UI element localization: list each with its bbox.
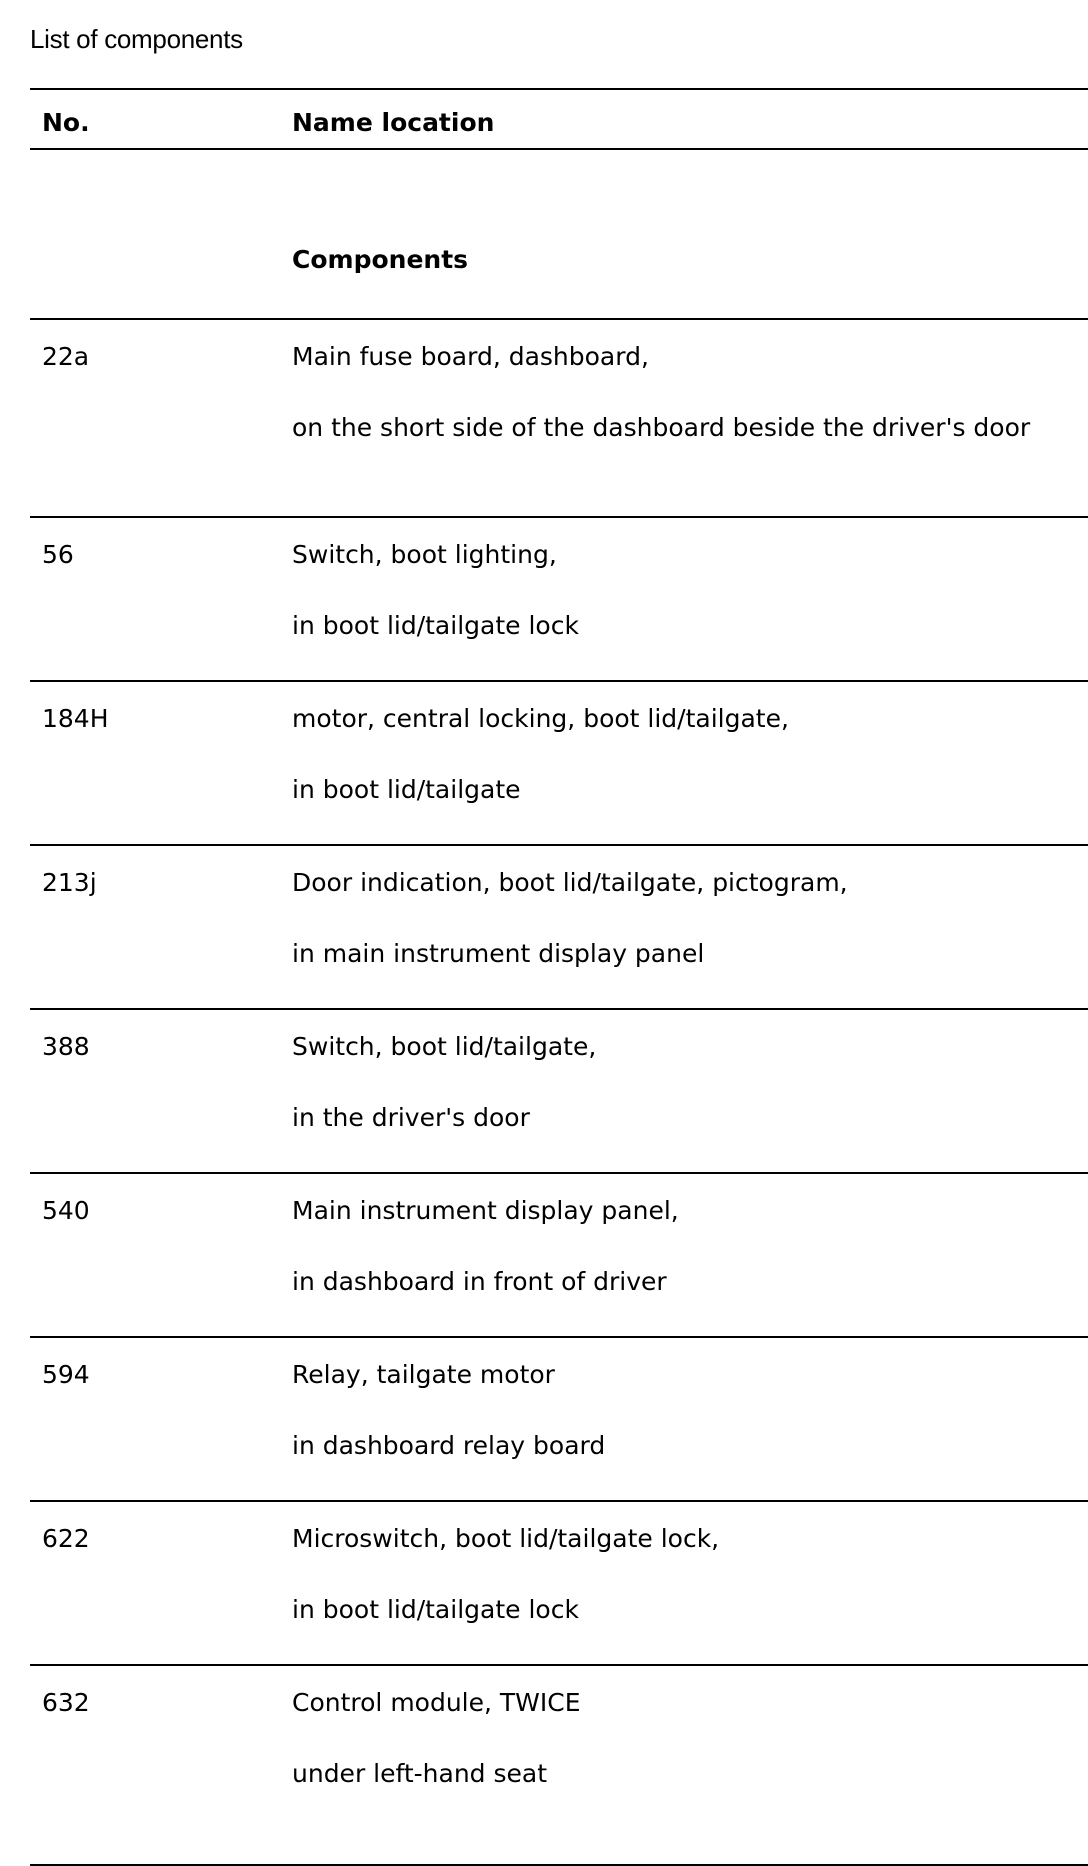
component-name: Main instrument display panel, <box>292 1196 679 1225</box>
component-number: 184H <box>42 704 109 733</box>
component-name: Switch, boot lid/tailgate, <box>292 1032 597 1061</box>
component-location: in the driver's door <box>292 1103 530 1132</box>
component-number: 594 <box>42 1360 90 1389</box>
component-name: motor, central locking, boot lid/tailgate, <box>292 704 789 733</box>
table-row <box>30 1010 1088 1172</box>
header-name-location: Name location <box>292 108 495 137</box>
table-row <box>30 1502 1088 1664</box>
table-row <box>30 846 1088 1008</box>
page-title: List of components <box>30 24 243 54</box>
component-location: in main instrument display panel <box>292 939 705 968</box>
table-row <box>30 1338 1088 1500</box>
component-number: 22a <box>42 342 90 371</box>
component-name: Door indication, boot lid/tailgate, pictogram, <box>292 868 848 897</box>
component-name: Main fuse board, dashboard, <box>292 342 649 371</box>
component-location: in boot lid/tailgate lock <box>292 611 579 640</box>
section-title: Components <box>292 245 469 274</box>
header-no: No. <box>42 108 90 137</box>
component-name: Relay, tailgate motor <box>292 1360 555 1389</box>
component-location: in boot lid/tailgate lock <box>292 1595 579 1624</box>
component-number: 213j <box>42 868 97 897</box>
table-row <box>30 1666 1088 1828</box>
table-row <box>30 518 1088 680</box>
table-row <box>30 1174 1088 1336</box>
component-name: Switch, boot lighting, <box>292 540 557 569</box>
section-row <box>30 150 1088 318</box>
component-number: 56 <box>42 540 74 569</box>
component-location: in dashboard relay board <box>292 1431 606 1460</box>
component-name: Control module, TWICE <box>292 1688 581 1717</box>
component-location: under left-hand seat <box>292 1759 548 1788</box>
table-bottom-spacing <box>30 1828 1088 1864</box>
component-location: in dashboard in front of driver <box>292 1267 667 1296</box>
component-location: in boot lid/tailgate <box>292 775 521 804</box>
components-table <box>30 88 1088 1866</box>
component-number: 540 <box>42 1196 90 1225</box>
table-row <box>30 682 1088 844</box>
component-number: 622 <box>42 1524 90 1553</box>
component-location: on the short side of the dashboard beside the driver's door <box>292 413 1031 442</box>
table-header-row <box>30 90 1088 148</box>
component-number: 632 <box>42 1688 90 1717</box>
component-number: 388 <box>42 1032 90 1061</box>
table-row <box>30 320 1088 516</box>
component-name: Microswitch, boot lid/tailgate lock, <box>292 1524 720 1553</box>
